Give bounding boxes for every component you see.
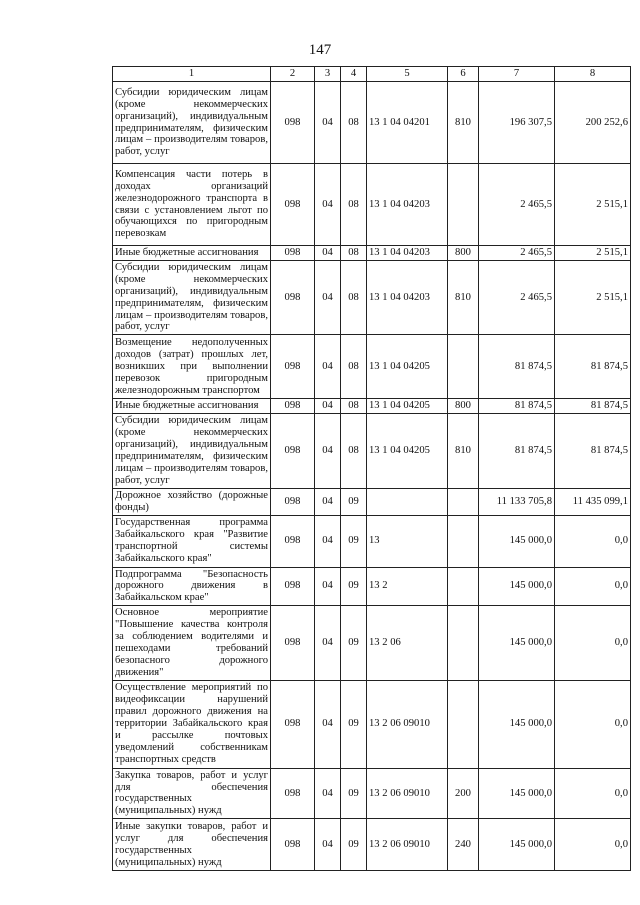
cell-section: 04 <box>315 515 341 567</box>
cell-section: 04 <box>315 164 341 246</box>
cell-amount-year-1: 11 133 705,8 <box>479 488 555 515</box>
cell-section: 04 <box>315 819 341 871</box>
table-row <box>113 680 631 768</box>
row-name: Закупка товаров, работ и услуг для обеспечения государственных (муниципальных) нужд <box>113 768 271 819</box>
cell-ministry-code: 098 <box>271 819 315 871</box>
cell-target-article: 13 2 <box>367 567 448 606</box>
cell-section: 04 <box>315 399 341 414</box>
cell-target-article: 13 1 04 04205 <box>367 399 448 414</box>
cell-amount-year-2: 11 435 099,1 <box>555 488 631 515</box>
table-row <box>113 606 631 680</box>
row-name: Подпрограмма "Безопасность дорожного движения в Забайкальском крае" <box>113 567 271 606</box>
cell-amount-year-1: 145 000,0 <box>479 768 555 819</box>
cell-amount-year-2: 0,0 <box>555 515 631 567</box>
cell-section: 04 <box>315 488 341 515</box>
table-row <box>113 567 631 606</box>
row-name: Дорожное хозяйство (дорожные фонды) <box>113 488 271 515</box>
cell-subsection: 09 <box>341 515 367 567</box>
page-number: 147 <box>308 42 332 58</box>
cell-ministry-code: 098 <box>271 260 315 334</box>
cell-amount-year-1: 145 000,0 <box>479 606 555 680</box>
header-cell-6: 6 <box>448 67 479 82</box>
table-header-row <box>113 67 631 82</box>
table-row <box>113 260 631 334</box>
header-cell-7: 7 <box>479 67 555 82</box>
row-name: Осуществление мероприятий по видеофиксации нарушений правил дорожного движения на территории Забайкальского края и рассылке почтовых уведомлений собственникам транспортных средств <box>113 680 271 768</box>
table-row <box>113 515 631 567</box>
cell-expense-type: 800 <box>448 246 479 261</box>
cell-target-article: 13 2 06 09010 <box>367 680 448 768</box>
table-row <box>113 399 631 414</box>
table-row <box>113 164 631 246</box>
cell-subsection: 08 <box>341 82 367 164</box>
table-row <box>113 82 631 164</box>
header-cell-3: 3 <box>315 67 341 82</box>
cell-ministry-code: 098 <box>271 680 315 768</box>
cell-amount-year-2: 81 874,5 <box>555 414 631 488</box>
cell-target-article: 13 2 06 09010 <box>367 768 448 819</box>
cell-amount-year-1: 145 000,0 <box>479 515 555 567</box>
cell-subsection: 09 <box>341 606 367 680</box>
cell-target-article: 13 1 04 04205 <box>367 414 448 488</box>
table-row <box>113 246 631 261</box>
cell-expense-type: 810 <box>448 260 479 334</box>
table-row <box>113 414 631 488</box>
cell-ministry-code: 098 <box>271 768 315 819</box>
cell-amount-year-2: 0,0 <box>555 567 631 606</box>
cell-section: 04 <box>315 567 341 606</box>
cell-amount-year-2: 81 874,5 <box>555 335 631 399</box>
cell-subsection: 08 <box>341 260 367 334</box>
cell-subsection: 09 <box>341 567 367 606</box>
cell-amount-year-1: 145 000,0 <box>479 819 555 871</box>
cell-amount-year-1: 196 307,5 <box>479 82 555 164</box>
cell-target-article: 13 1 04 04203 <box>367 246 448 261</box>
cell-target-article: 13 2 06 <box>367 606 448 680</box>
cell-expense-type: 200 <box>448 768 479 819</box>
cell-amount-year-1: 2 465,5 <box>479 260 555 334</box>
cell-section: 04 <box>315 335 341 399</box>
cell-ministry-code: 098 <box>271 515 315 567</box>
row-name: Основное мероприятие "Повышение качества контроля за соблюдением водителями и пешеходами требований безопасного дорожного движения" <box>113 606 271 680</box>
cell-target-article: 13 1 04 04203 <box>367 164 448 246</box>
cell-subsection: 09 <box>341 680 367 768</box>
cell-subsection: 09 <box>341 819 367 871</box>
cell-subsection: 09 <box>341 488 367 515</box>
header-cell-4: 4 <box>341 67 367 82</box>
cell-ministry-code: 098 <box>271 335 315 399</box>
cell-amount-year-1: 145 000,0 <box>479 680 555 768</box>
cell-ministry-code: 098 <box>271 488 315 515</box>
cell-expense-type: 800 <box>448 399 479 414</box>
cell-section: 04 <box>315 82 341 164</box>
table-row <box>113 768 631 819</box>
cell-expense-type <box>448 567 479 606</box>
cell-amount-year-2: 81 874,5 <box>555 399 631 414</box>
cell-amount-year-2: 2 515,1 <box>555 246 631 261</box>
header-cell-1: 1 <box>113 67 271 82</box>
cell-target-article <box>367 488 448 515</box>
cell-amount-year-1: 81 874,5 <box>479 414 555 488</box>
cell-subsection: 09 <box>341 768 367 819</box>
cell-subsection: 08 <box>341 246 367 261</box>
cell-expense-type: 810 <box>448 414 479 488</box>
cell-expense-type <box>448 515 479 567</box>
cell-ministry-code: 098 <box>271 164 315 246</box>
cell-ministry-code: 098 <box>271 399 315 414</box>
cell-amount-year-2: 200 252,6 <box>555 82 631 164</box>
cell-ministry-code: 098 <box>271 82 315 164</box>
row-name: Возмещение недополученных доходов (затрат) прошлых лет, возникших при выполнении перевозок пригородным железнодорожным транспортом <box>113 335 271 399</box>
cell-target-article: 13 1 04 04205 <box>367 335 448 399</box>
table-row <box>113 819 631 871</box>
cell-amount-year-1: 2 465,5 <box>479 246 555 261</box>
cell-amount-year-2: 0,0 <box>555 819 631 871</box>
header-cell-5: 5 <box>367 67 448 82</box>
row-name: Иные бюджетные ассигнования <box>113 246 271 261</box>
cell-target-article: 13 2 06 09010 <box>367 819 448 871</box>
cell-expense-type <box>448 164 479 246</box>
cell-section: 04 <box>315 606 341 680</box>
header-cell-2: 2 <box>271 67 315 82</box>
row-name: Субсидии юридическим лицам (кроме некоммерческих организаций), индивидуальным предпринимателям, физическим лицам – производителям товаров, работ, услуг <box>113 260 271 334</box>
cell-amount-year-2: 2 515,1 <box>555 164 631 246</box>
cell-subsection: 08 <box>341 399 367 414</box>
header-cell-8: 8 <box>555 67 631 82</box>
cell-amount-year-1: 81 874,5 <box>479 335 555 399</box>
cell-section: 04 <box>315 680 341 768</box>
cell-subsection: 08 <box>341 335 367 399</box>
cell-amount-year-1: 81 874,5 <box>479 399 555 414</box>
cell-expense-type <box>448 680 479 768</box>
cell-amount-year-1: 145 000,0 <box>479 567 555 606</box>
cell-target-article: 13 <box>367 515 448 567</box>
row-name: Субсидии юридическим лицам (кроме некоммерческих организаций), индивидуальным предпринимателям, физическим лицам – производителям товаров, работ, услуг <box>113 82 271 164</box>
cell-subsection: 08 <box>341 414 367 488</box>
row-name: Иные закупки товаров, работ и услуг для обеспечения государственных (муниципальных) нужд <box>113 819 271 871</box>
cell-expense-type <box>448 335 479 399</box>
cell-ministry-code: 098 <box>271 606 315 680</box>
cell-expense-type <box>448 488 479 515</box>
budget-table <box>112 66 631 871</box>
cell-expense-type: 240 <box>448 819 479 871</box>
cell-amount-year-1: 2 465,5 <box>479 164 555 246</box>
table-row <box>113 488 631 515</box>
cell-section: 04 <box>315 768 341 819</box>
cell-subsection: 08 <box>341 164 367 246</box>
table-row <box>113 335 631 399</box>
cell-expense-type <box>448 606 479 680</box>
row-name: Субсидии юридическим лицам (кроме некоммерческих организаций), индивидуальным предпринимателям, физическим лицам – производителям товаров, работ, услуг <box>113 414 271 488</box>
cell-section: 04 <box>315 414 341 488</box>
row-name: Иные бюджетные ассигнования <box>113 399 271 414</box>
cell-amount-year-2: 2 515,1 <box>555 260 631 334</box>
cell-ministry-code: 098 <box>271 246 315 261</box>
cell-target-article: 13 1 04 04203 <box>367 260 448 334</box>
cell-expense-type: 810 <box>448 82 479 164</box>
cell-section: 04 <box>315 246 341 261</box>
cell-section: 04 <box>315 260 341 334</box>
row-name: Государственная программа Забайкальского края "Развитие транспортной системы Забайкальского края" <box>113 515 271 567</box>
row-name: Компенсация части потерь в доходах организаций железнодорожного транспорта в связи с установлением льгот по обучающихся по пригородным перевозкам <box>113 164 271 246</box>
cell-amount-year-2: 0,0 <box>555 680 631 768</box>
cell-amount-year-2: 0,0 <box>555 768 631 819</box>
cell-ministry-code: 098 <box>271 567 315 606</box>
cell-ministry-code: 098 <box>271 414 315 488</box>
cell-amount-year-2: 0,0 <box>555 606 631 680</box>
cell-target-article: 13 1 04 04201 <box>367 82 448 164</box>
